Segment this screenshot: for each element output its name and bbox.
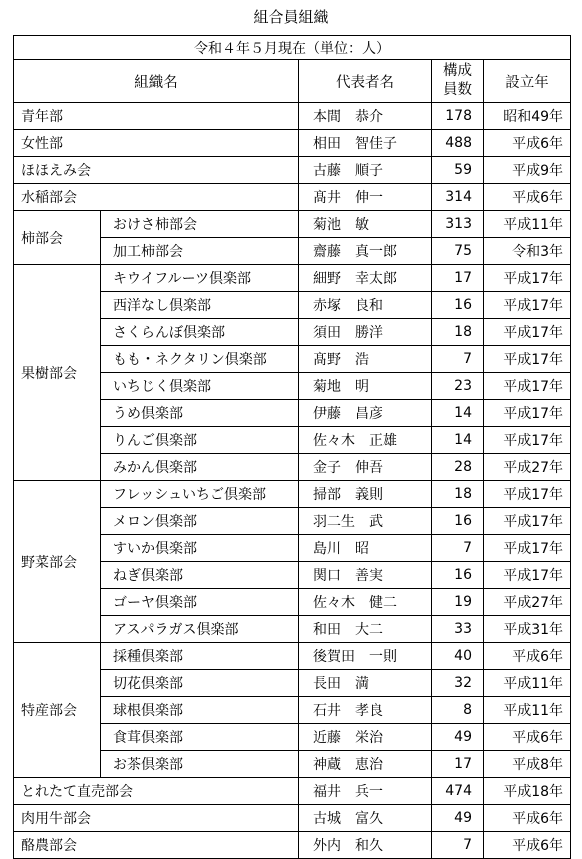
department-cell: 特産部会	[14, 643, 101, 778]
member-count-cell: 314	[432, 184, 484, 211]
table-subtitle-row	[14, 36, 571, 60]
established-year-cell: 平成31年	[484, 616, 571, 643]
representative-cell: 佐々木 正雄	[299, 427, 432, 454]
page-title: 組合員組織	[253, 8, 329, 26]
member-count-cell: 18	[432, 481, 484, 508]
member-count-cell: 7	[432, 535, 484, 562]
established-year-cell: 平成6年	[484, 832, 571, 859]
member-count-cell: 17	[432, 265, 484, 292]
representative-cell: 髙野 浩	[299, 346, 432, 373]
member-count-cell: 488	[432, 130, 484, 157]
established-year-cell: 平成17年	[484, 400, 571, 427]
established-year-cell: 昭和49年	[484, 103, 571, 130]
member-count-cell: 28	[432, 454, 484, 481]
header-year: 設立年	[484, 60, 571, 103]
table-row	[14, 211, 571, 238]
representative-cell: 羽二生 武	[299, 508, 432, 535]
club-name-cell: フレッシュいちご倶楽部	[101, 481, 299, 508]
org-name-cell: 女性部	[14, 130, 299, 157]
club-name-cell: もも・ネクタリン倶楽部	[101, 346, 299, 373]
representative-cell: 齋藤 真一郎	[299, 238, 432, 265]
club-name-cell: みかん倶楽部	[101, 454, 299, 481]
representative-cell: 後賀田 一則	[299, 643, 432, 670]
established-year-cell: 平成17年	[484, 373, 571, 400]
header-count: 構成 員数	[432, 60, 484, 103]
representative-cell: 菊地 明	[299, 373, 432, 400]
established-year-cell: 平成6年	[484, 805, 571, 832]
established-year-cell: 平成27年	[484, 589, 571, 616]
department-cell: 柿部会	[14, 211, 101, 265]
member-count-cell: 75	[432, 238, 484, 265]
club-name-cell: 球根倶楽部	[101, 697, 299, 724]
table-row	[14, 481, 571, 508]
table-row	[14, 643, 571, 670]
representative-cell: 和田 大二	[299, 616, 432, 643]
established-year-cell: 平成8年	[484, 751, 571, 778]
representative-cell: 古藤 順子	[299, 157, 432, 184]
member-count-cell: 313	[432, 211, 484, 238]
representative-cell: 髙井 伸一	[299, 184, 432, 211]
member-count-cell: 23	[432, 373, 484, 400]
established-year-cell: 平成17年	[484, 292, 571, 319]
member-count-cell: 8	[432, 697, 484, 724]
club-name-cell: ゴーヤ倶楽部	[101, 589, 299, 616]
table-header-row	[14, 60, 571, 103]
table-row	[14, 103, 571, 130]
member-count-cell: 59	[432, 157, 484, 184]
club-name-cell: さくらんぼ倶楽部	[101, 319, 299, 346]
representative-cell: 古城 富久	[299, 805, 432, 832]
club-name-cell: りんご倶楽部	[101, 427, 299, 454]
established-year-cell: 平成6年	[484, 184, 571, 211]
member-count-cell: 14	[432, 400, 484, 427]
club-name-cell: うめ倶楽部	[101, 400, 299, 427]
header-rep: 代表者名	[299, 60, 432, 103]
member-count-cell: 14	[432, 427, 484, 454]
representative-cell: 島川 昭	[299, 535, 432, 562]
representative-cell: 須田 勝洋	[299, 319, 432, 346]
established-year-cell: 平成9年	[484, 157, 571, 184]
established-year-cell: 平成17年	[484, 508, 571, 535]
representative-cell: 石井 孝良	[299, 697, 432, 724]
member-count-cell: 49	[432, 805, 484, 832]
representative-cell: 伊藤 昌彦	[299, 400, 432, 427]
established-year-cell: 平成27年	[484, 454, 571, 481]
member-count-cell: 16	[432, 292, 484, 319]
club-name-cell: おけさ柿部会	[101, 211, 299, 238]
established-year-cell: 平成17年	[484, 535, 571, 562]
representative-cell: 神蔵 恵治	[299, 751, 432, 778]
member-count-cell: 40	[432, 643, 484, 670]
established-year-cell: 平成17年	[484, 427, 571, 454]
member-count-cell: 17	[432, 751, 484, 778]
club-name-cell: アスパラガス倶楽部	[101, 616, 299, 643]
department-cell: 野菜部会	[14, 481, 101, 643]
club-name-cell: キウイフルーツ倶楽部	[101, 265, 299, 292]
table-row	[14, 265, 571, 292]
table-row	[14, 832, 571, 859]
member-count-cell: 49	[432, 724, 484, 751]
established-year-cell: 平成17年	[484, 562, 571, 589]
member-count-cell: 19	[432, 589, 484, 616]
representative-cell: 長田 満	[299, 670, 432, 697]
representative-cell: 赤塚 良和	[299, 292, 432, 319]
established-year-cell: 平成17年	[484, 346, 571, 373]
table-subtitle: 令和４年５月現在（単位：人）	[14, 36, 571, 60]
department-cell: 果樹部会	[14, 265, 101, 481]
club-name-cell: すいか倶楽部	[101, 535, 299, 562]
club-name-cell: 切花倶楽部	[101, 670, 299, 697]
club-name-cell: 西洋なし倶楽部	[101, 292, 299, 319]
representative-cell: 本間 恭介	[299, 103, 432, 130]
established-year-cell: 平成6年	[484, 130, 571, 157]
member-count-cell: 178	[432, 103, 484, 130]
member-count-cell: 16	[432, 562, 484, 589]
established-year-cell: 平成6年	[484, 724, 571, 751]
org-name-cell: ほほえみ会	[14, 157, 299, 184]
table-row	[14, 157, 571, 184]
established-year-cell: 平成18年	[484, 778, 571, 805]
established-year-cell: 平成17年	[484, 481, 571, 508]
club-name-cell: 採種倶楽部	[101, 643, 299, 670]
established-year-cell: 平成11年	[484, 670, 571, 697]
representative-cell: 相田 智佳子	[299, 130, 432, 157]
representative-cell: 掃部 義則	[299, 481, 432, 508]
established-year-cell: 平成17年	[484, 265, 571, 292]
club-name-cell: お茶倶楽部	[101, 751, 299, 778]
member-count-cell: 474	[432, 778, 484, 805]
org-name-cell: 水稲部会	[14, 184, 299, 211]
org-name-cell: とれたて直売部会	[14, 778, 299, 805]
org-name-cell: 青年部	[14, 103, 299, 130]
established-year-cell: 平成17年	[484, 319, 571, 346]
table-row	[14, 184, 571, 211]
representative-cell: 細野 幸太郎	[299, 265, 432, 292]
table-row	[14, 130, 571, 157]
member-count-cell: 18	[432, 319, 484, 346]
member-count-cell: 7	[432, 832, 484, 859]
representative-cell: 佐々木 健二	[299, 589, 432, 616]
club-name-cell: メロン倶楽部	[101, 508, 299, 535]
representative-cell: 関口 善実	[299, 562, 432, 589]
club-name-cell: いちじく倶楽部	[101, 373, 299, 400]
member-count-cell: 7	[432, 346, 484, 373]
established-year-cell: 平成11年	[484, 211, 571, 238]
club-name-cell: ねぎ倶楽部	[101, 562, 299, 589]
org-name-cell: 酪農部会	[14, 832, 299, 859]
representative-cell: 金子 伸吾	[299, 454, 432, 481]
org-name-cell: 肉用牛部会	[14, 805, 299, 832]
header-org: 組織名	[14, 60, 299, 103]
representative-cell: 近藤 栄治	[299, 724, 432, 751]
club-name-cell: 加工柿部会	[101, 238, 299, 265]
table-row	[14, 778, 571, 805]
established-year-cell: 平成6年	[484, 643, 571, 670]
member-count-cell: 16	[432, 508, 484, 535]
club-name-cell: 食茸倶楽部	[101, 724, 299, 751]
representative-cell: 菊池 敏	[299, 211, 432, 238]
established-year-cell: 令和3年	[484, 238, 571, 265]
member-count-cell: 32	[432, 670, 484, 697]
member-count-cell: 33	[432, 616, 484, 643]
representative-cell: 外内 和久	[299, 832, 432, 859]
established-year-cell: 平成11年	[484, 697, 571, 724]
representative-cell: 福井 兵一	[299, 778, 432, 805]
table-row	[14, 805, 571, 832]
organization-table	[13, 35, 571, 859]
